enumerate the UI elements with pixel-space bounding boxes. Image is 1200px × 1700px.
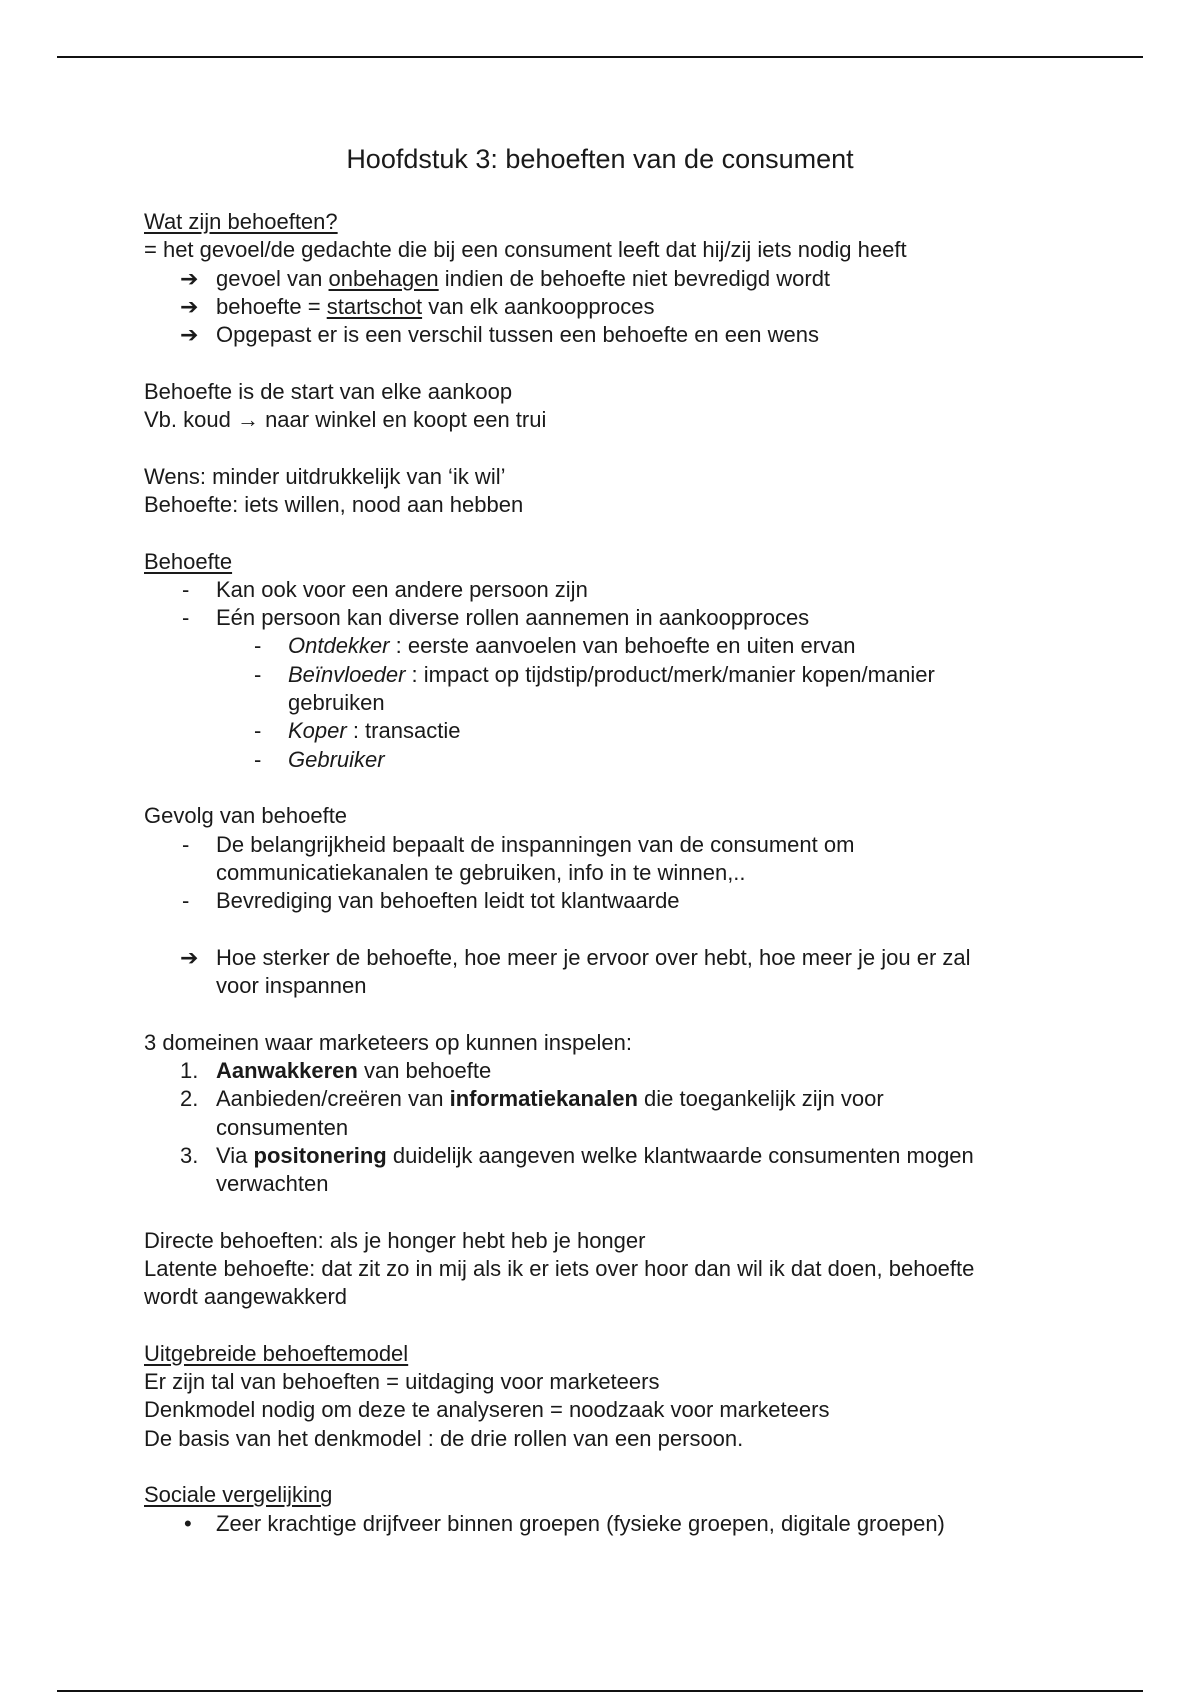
dash-item: - Kan ook voor een andere persoon zijn xyxy=(144,576,1084,604)
paragraph-line: Wens: minder uitdrukkelijk van ‘ik wil’ xyxy=(144,463,506,489)
numbered-item-continuation: verwachten xyxy=(216,1171,329,1197)
list-number: 1. xyxy=(180,1057,199,1083)
document-body xyxy=(144,208,1084,1538)
arrow-item: ➔ behoefte = startschot van elk aankoopproces xyxy=(144,293,1084,321)
paragraph-line: De basis van het denkmodel : de drie rollen van een persoon. xyxy=(144,1425,744,1451)
dash-bullet: - xyxy=(254,633,262,659)
dash-item: - De belangrijkheid bepaalt de inspanningen van de consument om xyxy=(144,831,1084,859)
list-number: 3. xyxy=(180,1142,199,1168)
dash-bullet: - xyxy=(254,746,262,772)
numbered-item: 3. Via positonering duidelijk aangeven welke klantwaarde consumenten mogen xyxy=(144,1142,1084,1170)
arrow-bullet-icon: ➔ xyxy=(180,322,199,348)
page-title: Hoofdstuk 3: behoeften van de consument xyxy=(346,144,854,174)
arrow-item: ➔ Hoe sterker de behoefte, hoe meer je ervoor over hebt, hoe meer je jou er zal xyxy=(144,944,1084,972)
paragraph-line: Er zijn tal van behoeften = uitdaging voor marketeers xyxy=(144,1369,660,1395)
heading-gevolg-van-behoefte: Gevolg van behoefte xyxy=(144,803,348,829)
heading-sociale-vergelijking: Sociale vergelijking xyxy=(144,1482,333,1508)
heading-uitgebreide-behoeftemodel: Uitgebreide behoeftemodel xyxy=(144,1340,409,1366)
heading-behoefte: Behoefte xyxy=(144,548,233,574)
role-item-continuation: gebruiken xyxy=(288,690,385,716)
dash-bullet: - xyxy=(182,831,190,857)
arrow-item: ➔ Opgepast er is een verschil tussen een behoefte en een wens xyxy=(144,321,1084,349)
numbered-item: 2. Aanbieden/creëren van informatiekanalen die toegankelijk zijn voor xyxy=(144,1085,1084,1113)
heading-3-domeinen: 3 domeinen waar marketeers op kunnen inspelen: xyxy=(144,1029,632,1055)
list-number: 2. xyxy=(180,1086,199,1112)
paragraph-line: Behoefte: iets willen, nood aan hebben xyxy=(144,491,524,517)
page-top-rule xyxy=(57,56,1143,58)
definition-text: = het gevoel/de gedachte die bij een consument leeft dat hij/zij iets nodig heeft xyxy=(144,237,907,263)
paragraph-line: Directe behoeften: als je honger hebt heb je honger xyxy=(144,1227,646,1253)
dash-bullet: - xyxy=(254,718,262,744)
dash-item: - Bevrediging van behoeften leidt tot klantwaarde xyxy=(144,887,1084,915)
role-item: - Beïnvloeder : impact op tijdstip/product/merk/manier kopen/manier xyxy=(144,661,1084,689)
page-bottom-rule xyxy=(57,1690,1143,1692)
dash-bullet: - xyxy=(254,661,262,687)
paragraph-line: wordt aangewakkerd xyxy=(144,1284,348,1310)
heading-wat-zijn-behoeften: Wat zijn behoeften? xyxy=(144,209,338,234)
example-line: Vb. koud → naar winkel en koopt een trui xyxy=(144,407,547,433)
bullet-dot: • xyxy=(184,1510,192,1536)
arrow-bullet-icon: ➔ xyxy=(180,293,199,319)
arrow-item-continuation: voor inspannen xyxy=(216,973,367,999)
paragraph-line: Denkmodel nodig om deze te analyseren = noodzaak voor marketeers xyxy=(144,1397,830,1423)
dash-bullet: - xyxy=(182,576,190,602)
dash-bullet: - xyxy=(182,605,190,631)
right-arrow-icon: → xyxy=(236,407,259,433)
role-item: - Gebruiker xyxy=(144,746,1084,774)
numbered-item: 1. Aanwakkeren van behoefte xyxy=(144,1057,1084,1085)
dash-item-continuation: communicatiekanalen te gebruiken, info in te winnen,.. xyxy=(216,859,746,885)
dash-bullet: - xyxy=(182,888,190,914)
arrow-item: ➔ gevoel van onbehagen indien de behoefte niet bevredigd wordt xyxy=(144,265,1084,293)
role-item: - Koper : transactie xyxy=(144,717,1084,745)
numbered-item-continuation: consumenten xyxy=(216,1114,349,1140)
paragraph-line: Latente behoefte: dat zit zo in mij als ik er iets over hoor dan wil ik dat doen, behoefte xyxy=(144,1255,975,1281)
paragraph-line: Behoefte is de start van elke aankoop xyxy=(144,378,513,404)
arrow-bullet-icon: ➔ xyxy=(180,265,199,291)
role-item: - Ontdekker : eerste aanvoelen van behoefte en uiten ervan xyxy=(144,632,1084,660)
dash-item: - Eén persoon kan diverse rollen aannemen in aankoopproces xyxy=(144,604,1084,632)
bullet-item: • Zeer krachtige drijfveer binnen groepen (fysieke groepen, digitale groepen) xyxy=(144,1510,1084,1538)
arrow-bullet-icon: ➔ xyxy=(180,944,199,970)
